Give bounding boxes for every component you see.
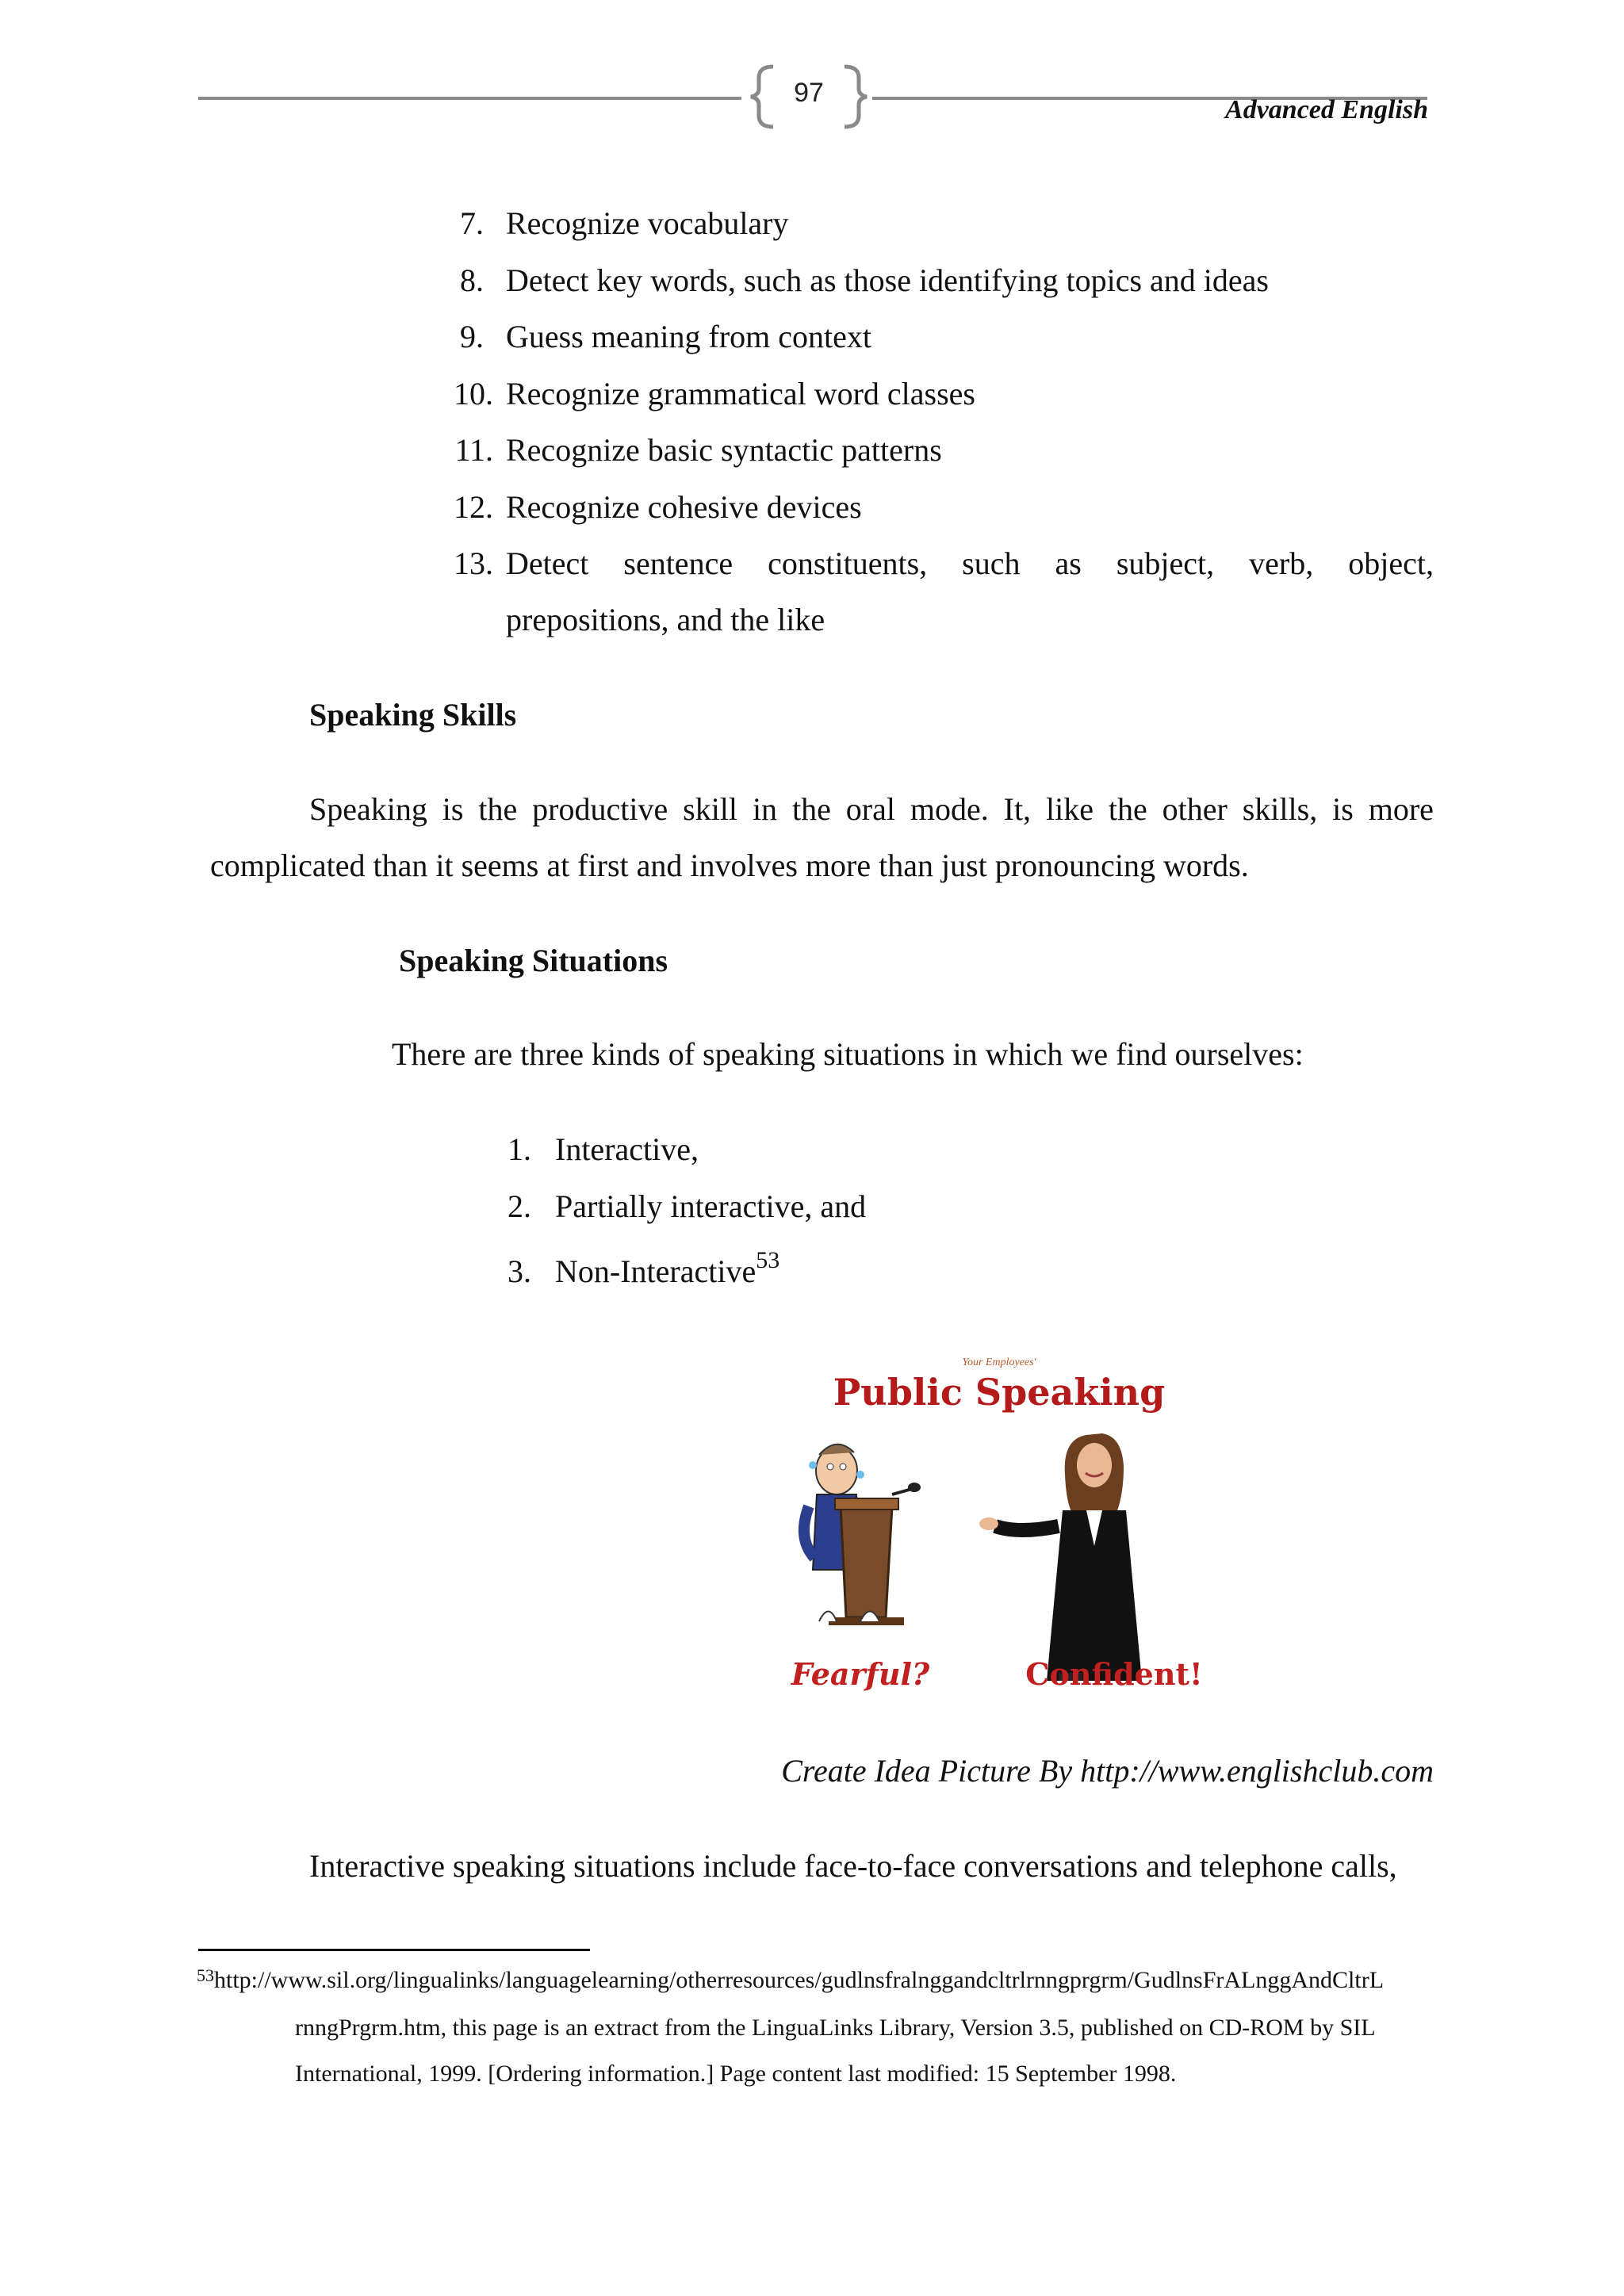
footnote-reference[interactable]: 53 bbox=[756, 1247, 780, 1273]
footnote-separator bbox=[198, 1949, 590, 1951]
section-heading-speaking-skills: Speaking Skills bbox=[309, 697, 517, 733]
list-item-continuation: prepositions, and the like bbox=[506, 602, 825, 637]
word: such bbox=[962, 545, 1021, 581]
footnote-marker: 53 bbox=[197, 1965, 214, 1985]
list-item: Recognize basic syntactic patterns bbox=[506, 432, 942, 468]
list-item: Partially interactive, and bbox=[555, 1188, 867, 1224]
word: constituents, bbox=[768, 545, 928, 581]
word: sentence bbox=[623, 545, 733, 581]
list-item-text: Non-Interactive bbox=[555, 1253, 756, 1289]
closing-paragraph-line: Interactive speaking situations include face-to-face conversations and telephone calls, bbox=[309, 1848, 1397, 1884]
word: oral bbox=[845, 791, 895, 827]
word: other bbox=[1162, 791, 1228, 827]
list-number: 10. bbox=[454, 376, 493, 411]
paragraph-line: complicated than it seems at first and involves more than just pronouncing words. bbox=[210, 848, 1249, 883]
public-speaking-illustration bbox=[781, 1348, 1217, 1705]
word: It, bbox=[1003, 791, 1032, 827]
figure-title: Public Speaking bbox=[833, 1371, 1166, 1414]
word: skills, bbox=[1242, 791, 1318, 827]
list-number: 3. bbox=[508, 1253, 531, 1289]
word: more bbox=[1368, 791, 1434, 827]
footnote-line: International, 1999. [Ordering information.] Page content last modified: 15 September 1998. bbox=[295, 2061, 1177, 2087]
word: skill bbox=[683, 791, 738, 827]
word: the bbox=[1108, 791, 1147, 827]
section-heading-speaking-situations: Speaking Situations bbox=[399, 943, 668, 978]
list-number: 2. bbox=[508, 1188, 531, 1224]
list-item: Interactive, bbox=[555, 1131, 699, 1167]
word: the bbox=[478, 791, 518, 827]
list-number: 9. bbox=[460, 319, 484, 354]
word: verb, bbox=[1249, 545, 1314, 581]
figure-left-label: Fearful? bbox=[791, 1656, 930, 1692]
word: object, bbox=[1348, 545, 1434, 581]
page-number: 97 bbox=[794, 78, 824, 108]
word: as bbox=[1055, 545, 1082, 581]
list-number: 13. bbox=[454, 545, 493, 581]
paragraph-line bbox=[309, 790, 1434, 828]
figure-caption: Create Idea Picture By http://www.englishclub.com bbox=[781, 1753, 1434, 1789]
list-item: Recognize grammatical word classes bbox=[506, 376, 975, 411]
list-item: Recognize cohesive devices bbox=[506, 489, 862, 525]
word: is bbox=[442, 791, 464, 827]
list-number: 7. bbox=[460, 205, 484, 241]
word: is bbox=[1332, 791, 1354, 827]
footnote-line: rnngPrgrm.htm, this page is an extract from the LinguaLinks Library, Version 3.5, published on CD-ROM by SIL bbox=[295, 2015, 1376, 2041]
list-item: Detect key words, such as those identifying topics and ideas bbox=[506, 262, 1269, 298]
list-number: 8. bbox=[460, 262, 484, 298]
list-item: Recognize vocabulary bbox=[506, 205, 789, 241]
header-rule-left bbox=[198, 97, 741, 100]
list-item: Guess meaning from context bbox=[506, 319, 871, 354]
word: subject, bbox=[1116, 545, 1215, 581]
running-title: Advanced English bbox=[1225, 95, 1428, 124]
fearful-speaker-icon bbox=[804, 1445, 921, 1625]
word: mode. bbox=[910, 791, 989, 827]
word: the bbox=[791, 791, 831, 827]
figure-right-label: Confident! bbox=[1025, 1656, 1203, 1692]
word: in bbox=[752, 791, 778, 827]
word: like bbox=[1045, 791, 1094, 827]
word: productive bbox=[532, 791, 668, 827]
list-number: 12. bbox=[454, 489, 493, 525]
intro-sentence: There are three kinds of speaking situations in which we find ourselves: bbox=[392, 1036, 1304, 1072]
word: Speaking bbox=[309, 791, 427, 827]
footnote-line bbox=[197, 1965, 1384, 1996]
list-number: 1. bbox=[508, 1131, 531, 1167]
list-number: 11. bbox=[454, 432, 493, 468]
word: Detect bbox=[506, 545, 589, 581]
footnote-url[interactable]: http://www.sil.org/lingualinks/languagelearning/otherresources/gudlnsfralnggandcltrlrnngprgrm/GudlnsFrALnggAndCltrL bbox=[214, 1967, 1385, 1993]
list-item bbox=[555, 1247, 780, 1291]
confident-speaker-icon bbox=[979, 1433, 1142, 1681]
figure-small-caption: Your Employees' bbox=[962, 1357, 1036, 1368]
list-item-justified bbox=[506, 545, 1434, 583]
